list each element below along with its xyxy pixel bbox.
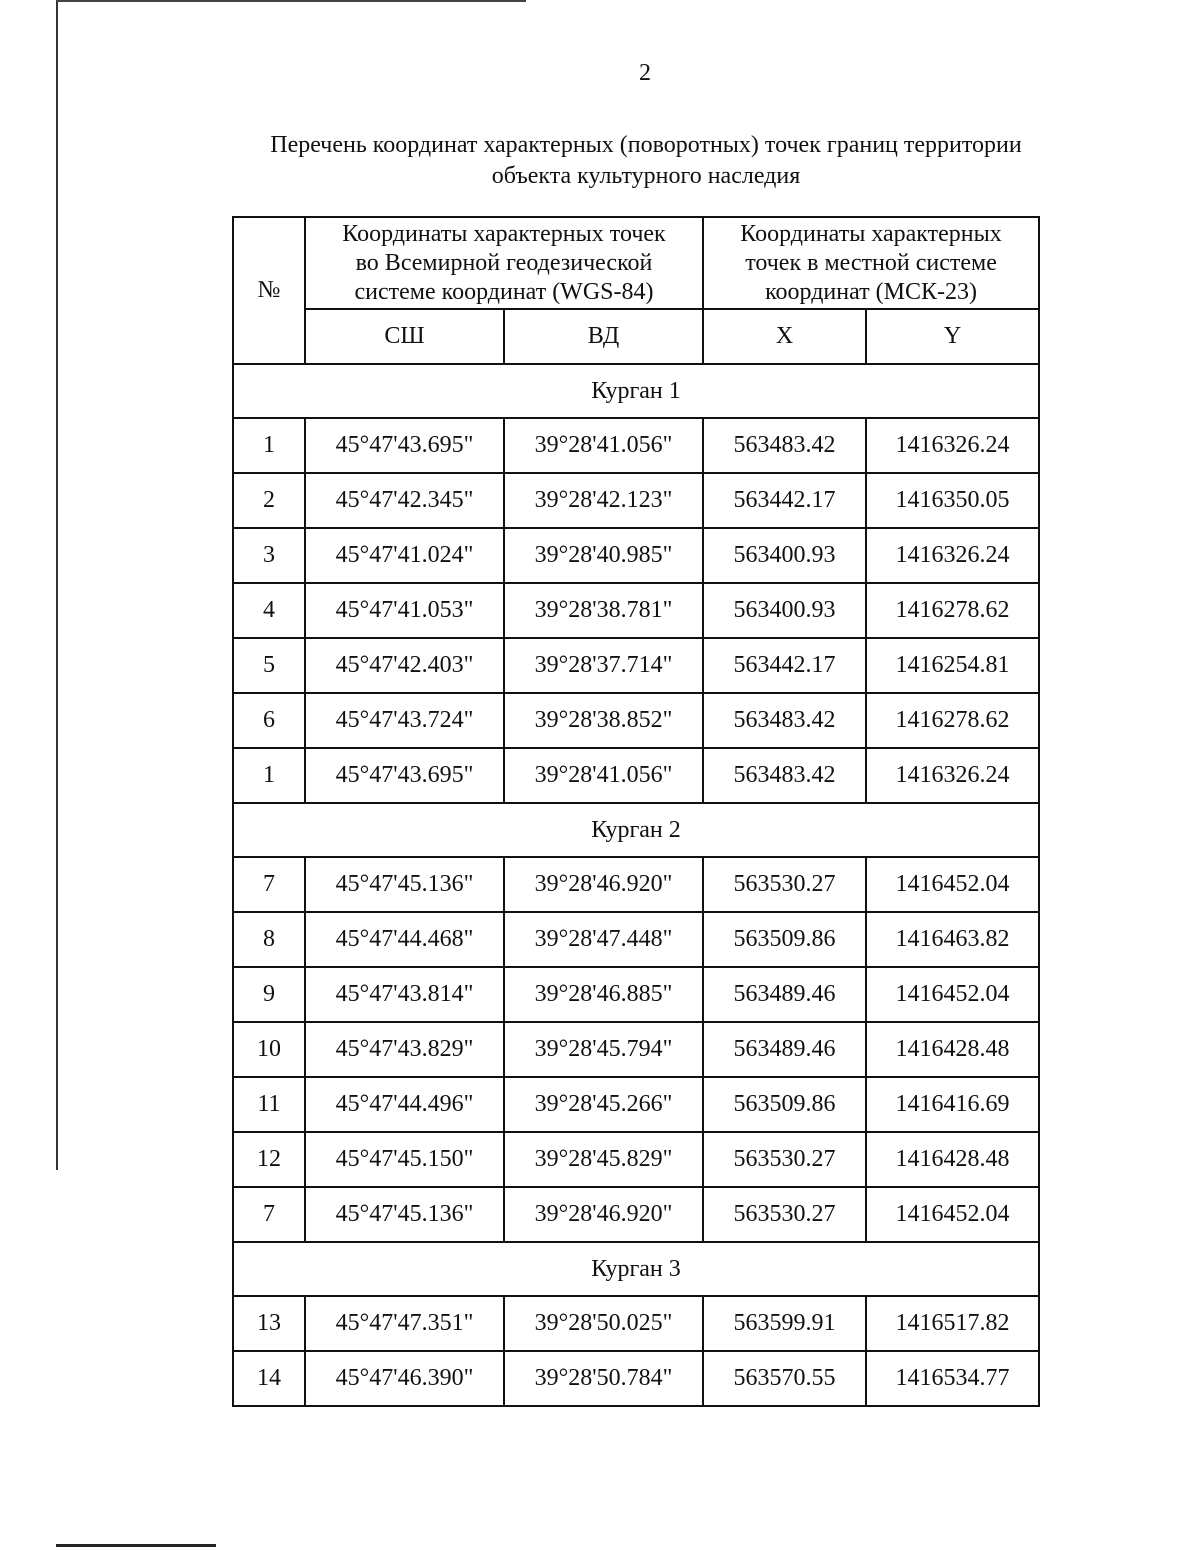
- section-row: [233, 364, 1039, 418]
- y-cell: 1416278.62: [866, 583, 1039, 638]
- footnote-rule: [56, 1544, 216, 1547]
- x-cell: 563483.42: [703, 693, 866, 748]
- header-number: №: [233, 217, 305, 364]
- latitude-cell: 45°47'46.390": [305, 1351, 504, 1406]
- y-cell: 1416326.24: [866, 418, 1039, 473]
- longitude-cell: 39°28'45.794": [504, 1022, 703, 1077]
- table-row: [233, 473, 1039, 528]
- y-cell: 1416452.04: [866, 967, 1039, 1022]
- y-cell: 1416326.24: [866, 528, 1039, 583]
- x-cell: 563599.91: [703, 1296, 866, 1351]
- point-number-cell: 2: [233, 473, 305, 528]
- x-cell: 563570.55: [703, 1351, 866, 1406]
- header-y: Y: [866, 309, 1039, 364]
- y-cell: 1416428.48: [866, 1022, 1039, 1077]
- table-row: [233, 748, 1039, 803]
- x-cell: 563530.27: [703, 1132, 866, 1187]
- point-number-cell: 5: [233, 638, 305, 693]
- point-number-cell: 9: [233, 967, 305, 1022]
- table-row: [233, 1296, 1039, 1351]
- longitude-cell: 39°28'50.025": [504, 1296, 703, 1351]
- page-number: 2: [639, 60, 651, 86]
- point-number-cell: 8: [233, 912, 305, 967]
- title-line-1: Перечень координат характерных (поворотных) точек границ территории: [270, 132, 1022, 158]
- x-cell: 563530.27: [703, 857, 866, 912]
- table-row: [233, 1022, 1039, 1077]
- longitude-cell: 39°28'37.714": [504, 638, 703, 693]
- longitude-cell: 39°28'45.829": [504, 1132, 703, 1187]
- point-number-cell: 11: [233, 1077, 305, 1132]
- longitude-cell: 39°28'50.784": [504, 1351, 703, 1406]
- x-cell: 563530.27: [703, 1187, 866, 1242]
- coordinates-table: [232, 216, 1040, 1407]
- x-cell: 563400.93: [703, 528, 866, 583]
- x-cell: 563509.86: [703, 1077, 866, 1132]
- y-cell: 1416534.77: [866, 1351, 1039, 1406]
- section-row: [233, 803, 1039, 857]
- table-row: [233, 638, 1039, 693]
- header-msk23-group: [703, 217, 1039, 309]
- point-number-cell: 3: [233, 528, 305, 583]
- table-row: [233, 418, 1039, 473]
- y-cell: 1416278.62: [866, 693, 1039, 748]
- point-number-cell: 1: [233, 418, 305, 473]
- header-wgs84-line: Координаты характерных точек: [342, 220, 666, 247]
- longitude-cell: 39°28'41.056": [504, 418, 703, 473]
- header-wgs84-line: во Всемирной геодезической: [355, 249, 653, 276]
- latitude-cell: 45°47'43.695": [305, 748, 504, 803]
- latitude-cell: 45°47'47.351": [305, 1296, 504, 1351]
- latitude-cell: 45°47'43.695": [305, 418, 504, 473]
- latitude-cell: 45°47'43.814": [305, 967, 504, 1022]
- table-row: [233, 1187, 1039, 1242]
- point-number-cell: 14: [233, 1351, 305, 1406]
- x-cell: 563483.42: [703, 748, 866, 803]
- header-msk23-line: точек в местной системе: [745, 249, 997, 276]
- latitude-cell: 45°47'42.345": [305, 473, 504, 528]
- point-number-cell: 7: [233, 1187, 305, 1242]
- header-wgs84-group: [305, 217, 703, 309]
- header-longitude: ВД: [504, 309, 703, 364]
- point-number-cell: 13: [233, 1296, 305, 1351]
- section-row: [233, 1242, 1039, 1296]
- section-title: Курган 3: [233, 1242, 1039, 1296]
- longitude-cell: 39°28'42.123": [504, 473, 703, 528]
- point-number-cell: 7: [233, 857, 305, 912]
- table-body: [233, 364, 1039, 1406]
- longitude-cell: 39°28'47.448": [504, 912, 703, 967]
- latitude-cell: 45°47'45.150": [305, 1132, 504, 1187]
- title-line-2: объекта культурного наследия: [491, 163, 801, 189]
- longitude-cell: 39°28'40.985": [504, 528, 703, 583]
- latitude-cell: 45°47'42.403": [305, 638, 504, 693]
- longitude-cell: 39°28'38.781": [504, 583, 703, 638]
- section-title: Курган 1: [233, 364, 1039, 418]
- point-number-cell: 1: [233, 748, 305, 803]
- scan-top-border: [56, 0, 526, 2]
- latitude-cell: 45°47'41.053": [305, 583, 504, 638]
- x-cell: 563489.46: [703, 967, 866, 1022]
- x-cell: 563400.93: [703, 583, 866, 638]
- table-row: [233, 912, 1039, 967]
- latitude-cell: 45°47'44.496": [305, 1077, 504, 1132]
- latitude-cell: 45°47'43.829": [305, 1022, 504, 1077]
- header-x: X: [703, 309, 866, 364]
- longitude-cell: 39°28'41.056": [504, 748, 703, 803]
- table-row: [233, 857, 1039, 912]
- y-cell: 1416452.04: [866, 1187, 1039, 1242]
- header-msk23-line: координат (МСК-23): [765, 278, 977, 305]
- table-row: [233, 1077, 1039, 1132]
- y-cell: 1416326.24: [866, 748, 1039, 803]
- point-number-cell: 10: [233, 1022, 305, 1077]
- longitude-cell: 39°28'46.920": [504, 857, 703, 912]
- latitude-cell: 45°47'41.024": [305, 528, 504, 583]
- y-cell: 1416416.69: [866, 1077, 1039, 1132]
- header-wgs84-line: системе координат (WGS-84): [354, 278, 654, 305]
- latitude-cell: 45°47'45.136": [305, 1187, 504, 1242]
- x-cell: 563442.17: [703, 638, 866, 693]
- x-cell: 563483.42: [703, 418, 866, 473]
- point-number-cell: 6: [233, 693, 305, 748]
- y-cell: 1416463.82: [866, 912, 1039, 967]
- x-cell: 563442.17: [703, 473, 866, 528]
- table-row: [233, 528, 1039, 583]
- table-row: [233, 967, 1039, 1022]
- x-cell: 563489.46: [703, 1022, 866, 1077]
- latitude-cell: 45°47'45.136": [305, 857, 504, 912]
- longitude-cell: 39°28'45.266": [504, 1077, 703, 1132]
- point-number-cell: 4: [233, 583, 305, 638]
- header-latitude: СШ: [305, 309, 504, 364]
- table-row: [233, 693, 1039, 748]
- header-msk23-line: Координаты характерных: [740, 220, 1002, 247]
- document-title: [200, 130, 1092, 192]
- y-cell: 1416350.05: [866, 473, 1039, 528]
- latitude-cell: 45°47'44.468": [305, 912, 504, 967]
- y-cell: 1416428.48: [866, 1132, 1039, 1187]
- section-title: Курган 2: [233, 803, 1039, 857]
- table-row: [233, 1132, 1039, 1187]
- point-number-cell: 12: [233, 1132, 305, 1187]
- y-cell: 1416254.81: [866, 638, 1039, 693]
- scan-left-border: [56, 0, 58, 1170]
- x-cell: 563509.86: [703, 912, 866, 967]
- table-row: [233, 1351, 1039, 1406]
- y-cell: 1416517.82: [866, 1296, 1039, 1351]
- longitude-cell: 39°28'38.852": [504, 693, 703, 748]
- longitude-cell: 39°28'46.885": [504, 967, 703, 1022]
- longitude-cell: 39°28'46.920": [504, 1187, 703, 1242]
- latitude-cell: 45°47'43.724": [305, 693, 504, 748]
- y-cell: 1416452.04: [866, 857, 1039, 912]
- table-row: [233, 583, 1039, 638]
